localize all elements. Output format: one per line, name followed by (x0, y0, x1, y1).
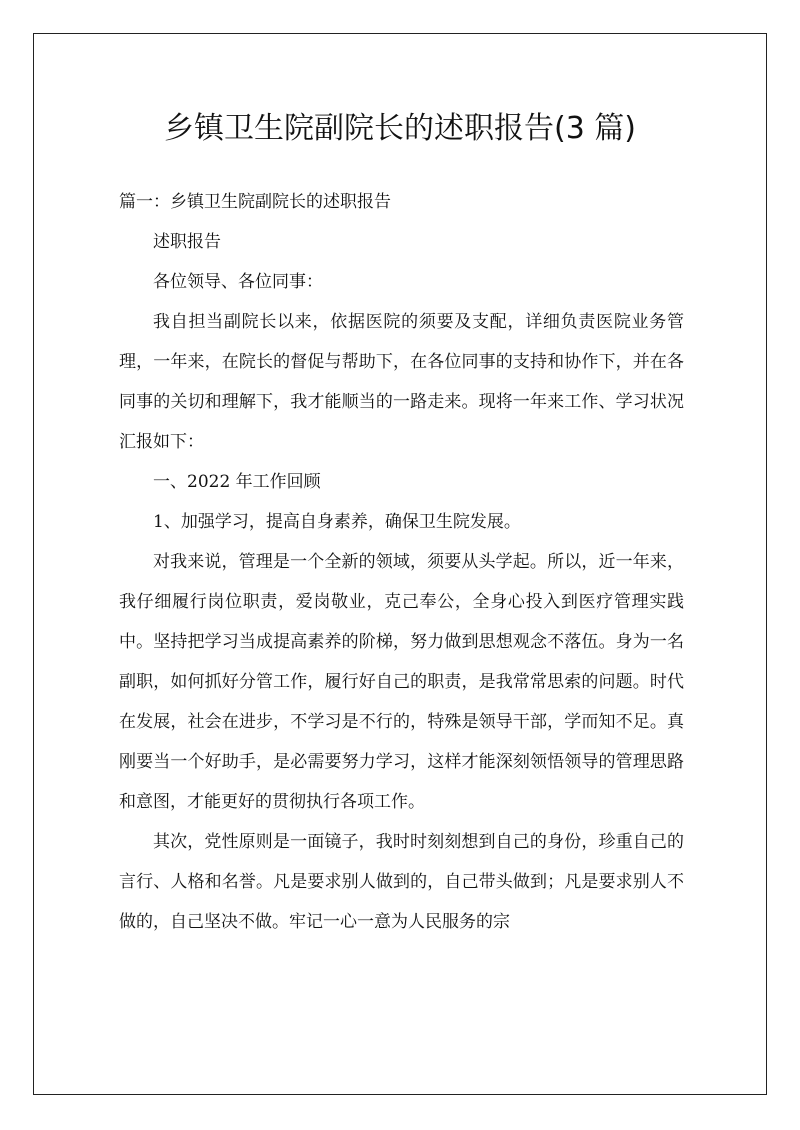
body-paragraph: 其次，党性原则是一面镜子，我时时刻刻想到自己的身份，珍重自己的言行、人格和名誉。凡是要求别人做到的，自己带头做到；凡是要求别人不做的，自己坚决不做。牢记一心一意为人民服务的宗 (119, 832, 684, 932)
subsection-item: 1、加强学习，提高自身素养，确保卫生院发展。 (153, 512, 521, 532)
report-label: 述职报告 (153, 232, 221, 252)
salutation: 各位领导、各位同事： (153, 272, 323, 292)
body-paragraph: 我自担当副院长以来，依据医院的须要及支配，详细负责医院业务管理，一年来，在院长的督促与帮助下，在各位同事的支持和协作下，并在各同事的关切和理解下，我才能顺当的一路走来。现将一年来工作、学习状况汇报如下： (119, 312, 684, 452)
document-title: 乡镇卫生院副院长的述职报告(3 篇) (163, 111, 637, 146)
document-body (119, 182, 684, 942)
section-heading: 篇一：乡镇卫生院副院长的述职报告 (119, 192, 391, 212)
subsection-heading: 一、2022 年工作回顾 (153, 472, 321, 492)
body-paragraph: 对我来说，管理是一个全新的领域，须要从头学起。所以，近一年来，我仔细履行岗位职责，爱岗敬业，克己奉公，全身心投入到医疗管理实践中。坚持把学习当成提高素养的阶梯，努力做到思想观念不落伍。身为一名副职，如何抓好分管工作，履行好自己的职责，是我常常思索的问题。时代在发展，社会在进步，不学习是不行的，特殊是领导干部，学而知不足。真刚要当一个好助手，是必需要努力学习，这样才能深刻领悟领导的管理思路和意图，才能更好的贯彻执行各项工作。 (119, 552, 684, 812)
